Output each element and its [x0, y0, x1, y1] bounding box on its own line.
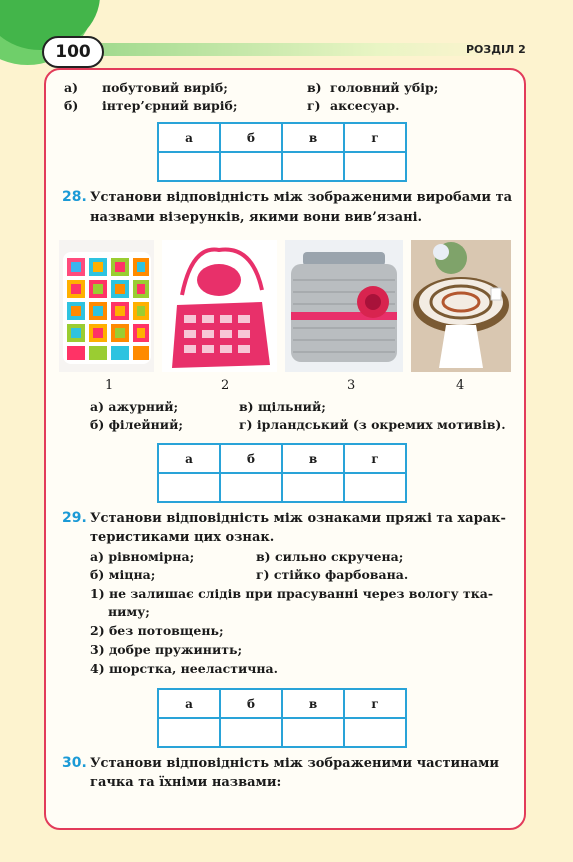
image-label-4: 4 [456, 378, 465, 393]
option-v-label: в) [307, 80, 322, 95]
image-label-1: 1 [105, 378, 114, 393]
answer-cell[interactable] [282, 473, 344, 502]
table-header-v: в [282, 689, 344, 718]
header-bar [92, 43, 500, 56]
table-header-a: а [158, 123, 220, 152]
option-g-text: аксесуар. [330, 98, 400, 113]
option-b-label: б) [64, 98, 79, 113]
q29-option-g: г) стійко фарбована. [256, 567, 409, 582]
question-29-line2: теристиками цих ознак. [90, 530, 275, 545]
q29-option-v: в) сильно скручена; [256, 549, 404, 564]
answer-cell[interactable] [158, 152, 220, 181]
answer-cell[interactable] [344, 718, 406, 747]
question-30-line1: Установи відповідність між зображеними частинами [90, 756, 500, 771]
crochet-image-2 [162, 240, 277, 372]
option-a-label: а) [64, 80, 79, 95]
table-header-a: а [158, 689, 220, 718]
answer-table-1 [157, 122, 407, 182]
q29-item-2: 2) без потовщень; [90, 623, 224, 638]
question-28-line1: Установи відповідність між зображеними виробами та [90, 190, 513, 205]
answer-table-3 [157, 688, 407, 748]
page-number: 100 [42, 36, 104, 68]
answer-cell[interactable] [282, 718, 344, 747]
q28-option-g: г) ірландський (з окремих мотивів). [239, 417, 506, 432]
option-b-text: інтер’єрний виріб; [102, 98, 238, 113]
option-v-text: головний убір; [330, 80, 439, 95]
q28-option-a: а) ажурний; [90, 399, 179, 414]
answer-cell[interactable] [158, 473, 220, 502]
q29-item-1-cont: ниму; [108, 604, 150, 619]
q28-option-b: б) філейний; [90, 417, 183, 432]
table-header-b: б [220, 123, 282, 152]
table-header-v: в [282, 123, 344, 152]
q28-option-v: в) щільний; [239, 399, 326, 414]
question-28-line2: назвами візерунків, якими вони вив’язані. [90, 210, 423, 225]
table-header-b: б [220, 689, 282, 718]
table-header-g: г [344, 689, 406, 718]
crochet-image-4 [411, 240, 511, 372]
q29-option-b: б) міцна; [90, 567, 156, 582]
answer-cell[interactable] [158, 718, 220, 747]
answer-cell[interactable] [344, 473, 406, 502]
question-30-line2: гачка та їхніми назвами: [90, 775, 282, 790]
question-28-number: 28. [62, 189, 87, 205]
answer-cell[interactable] [220, 473, 282, 502]
crochet-image-3 [285, 240, 403, 372]
q29-item-3: 3) добре пружинить; [90, 642, 243, 657]
section-title: РОЗДІЛ 2 [466, 43, 526, 56]
table-header-g: г [344, 123, 406, 152]
question-30-number: 30. [62, 755, 87, 771]
table-header-g: г [344, 444, 406, 473]
question-29-number: 29. [62, 510, 87, 526]
option-a-text: побутовий виріб; [102, 80, 228, 95]
answer-cell[interactable] [220, 152, 282, 181]
q29-option-a: а) рівномірна; [90, 549, 195, 564]
question-29-line1: Установи відповідність між ознаками пряжі та харак- [90, 511, 506, 526]
table-header-v: в [282, 444, 344, 473]
crochet-image-1 [59, 240, 154, 372]
answer-cell[interactable] [344, 152, 406, 181]
answer-table-2 [157, 443, 407, 503]
table-header-b: б [220, 444, 282, 473]
image-label-3: 3 [347, 378, 356, 393]
image-label-2: 2 [221, 378, 230, 393]
q29-item-1: 1) не залишає слідів при прасуванні через вологу тка- [90, 586, 494, 601]
table-header-a: а [158, 444, 220, 473]
answer-cell[interactable] [282, 152, 344, 181]
answer-cell[interactable] [220, 718, 282, 747]
option-g-label: г) [307, 98, 321, 113]
q29-item-4: 4) шорстка, нееластична. [90, 661, 279, 676]
